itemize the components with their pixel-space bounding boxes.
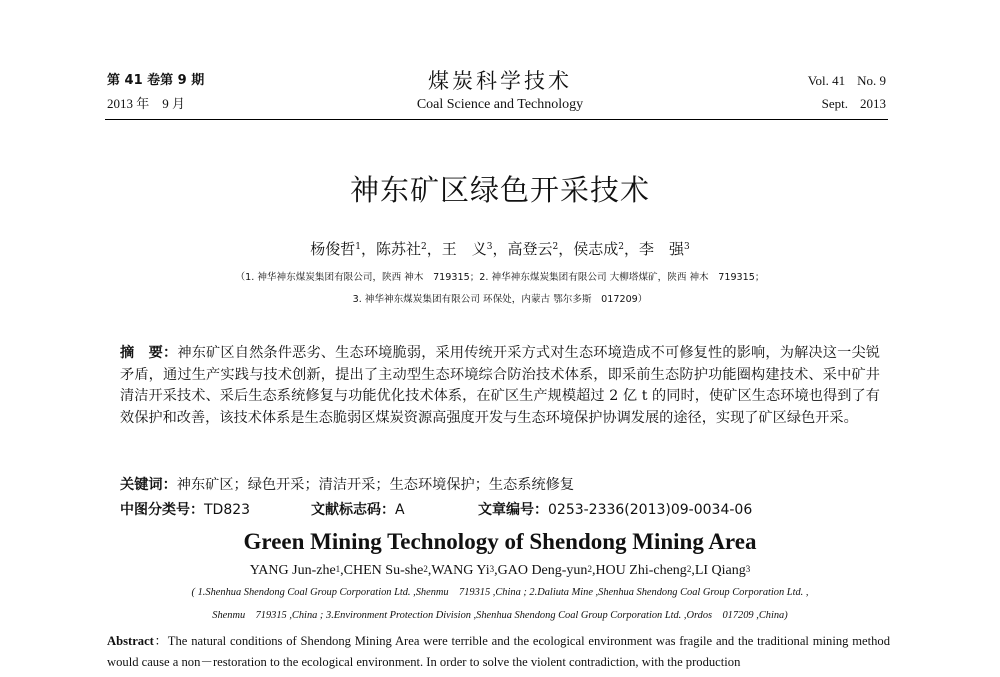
paper-title-en: Green Mining Technology of Shendong Mining Area (243, 529, 757, 554)
author-cn: 杨俊哲$^1$ (310, 240, 361, 258)
issue-en: No. 9 (857, 73, 886, 88)
author-en: YANG Jun-zhe$^1$ (249, 563, 341, 578)
journal-name-cn: 煤炭科学技术 (428, 69, 572, 93)
abstract-cn (120, 343, 880, 430)
author-en: GAO Deng-yun$^2$ (497, 563, 592, 578)
clc-number: 中图分类号：TD823 (120, 502, 251, 518)
article-number: 文章编号：0253-2336(2013)09-0034-06 (478, 502, 753, 518)
volume-en: Vol. 41 (807, 73, 846, 88)
author-cn: 高登云$^2$ (507, 240, 559, 258)
author-en: WANG Yi$^3$ (431, 563, 495, 578)
volume-issue-cn: 第 41 卷第 9 期 (107, 73, 205, 88)
keywords-cn-text: 神东矿区；绿色开采；清洁开采；生态环境保护；生态系统修复 (176, 477, 575, 493)
affiliation-en-line: Shenmu 719315 ,China ; 3.Environment Protection Division ,Shenhua Shendong Coal Group Corporation Ltd. ,Ordos 017209 ,China) (212, 610, 788, 621)
affiliation-cn-line: （1. 神华神东煤炭集团有限公司，陕西 神木 719315；2. 神华神东煤炭集团有限公司 大柳塔煤矿，陕西 神木 719315； (235, 272, 765, 283)
abstract-en-separator: ： (153, 634, 168, 648)
author-en: LI Qiang$^3$ (694, 563, 751, 578)
header-rule (105, 119, 888, 120)
author-list-en: YANG Jun-zhe$^1$,CHEN Su-she$^2$,WANG Yi$^3$,GAO Deng-yun$^2$,HOU Zhi-cheng$^2$,LI Qiang$^3$ (249, 563, 751, 578)
author-en: CHEN Su-she$^2$ (343, 563, 428, 578)
year-en: 2013 (860, 96, 886, 111)
author-cn: 侯志成$^2$ (573, 240, 625, 258)
month-en: Sept. (821, 96, 848, 111)
keywords-cn-label: 关键词： (120, 477, 177, 493)
keywords-cn (120, 475, 880, 495)
journal-issue-cn (107, 72, 277, 113)
abstract-en-text: The natural conditions of Shendong Mining Area were terrible and the ecological environment was fragile and the traditional mining method would cause a non－restoration to the ecological environment. In order to solve the violent contradiction, with the production (107, 634, 890, 669)
abstract-en-label: Abstract (107, 634, 154, 648)
author-cn: 陈苏社$^2$ (375, 240, 427, 258)
document-code: 文献标志码：A (311, 502, 405, 518)
author-en: HOU Zhi-cheng$^2$ (595, 563, 692, 578)
abstract-cn-label: 摘 要： (120, 345, 178, 361)
author-cn: 王 义$^3$ (441, 240, 493, 258)
journal-name (330, 68, 670, 114)
affiliation-cn-line: 3. 神华神东煤炭集团有限公司 环保处，内蒙古 鄂尔多斯 017209） (352, 294, 648, 305)
abstract-en (107, 631, 890, 673)
journal-issue-en (760, 72, 886, 113)
affiliation-en-line: ( 1.Shenhua Shendong Coal Group Corporation Ltd. ,Shenmu 719315 ,China ; 2.Daliuta Mine ,Shenhua Shendong Coal Group Corporation Ltd. , (191, 587, 809, 598)
journal-name-en: Coal Science and Technology (416, 97, 584, 112)
paper-title-cn: 神东矿区绿色开采技术 (349, 173, 650, 207)
author-list-cn: 杨俊哲$^1$，陈苏社$^2$，王 义$^3$，高登云$^2$，侯志成$^2$，李 强$^3$ (310, 240, 690, 258)
author-cn: 李 强$^3$ (639, 240, 690, 258)
abstract-cn-text: 神东矿区自然条件恶劣、生态环境脆弱，采用传统开采方式对生态环境造成不可修复性的影响，为解决这一尖锐矛盾，通过生产实践与技术创新，提出了主动型生态环境综合防治技术体系，即采前生态防护功能圈构建技术、采中矿井清洁开采技术、采后生态系统修复与功能优化技术体系，在矿区生产规模超过 2 亿 t 的同时，使矿区生态环境也得到了有效保护和改善，该技术体系是生态脆弱区煤炭资源高强度开发与生态环境保护协调发展的途径，实现了矿区绿色开采。 (120, 345, 880, 427)
date-cn: 2013 年 9 月 (107, 96, 186, 111)
